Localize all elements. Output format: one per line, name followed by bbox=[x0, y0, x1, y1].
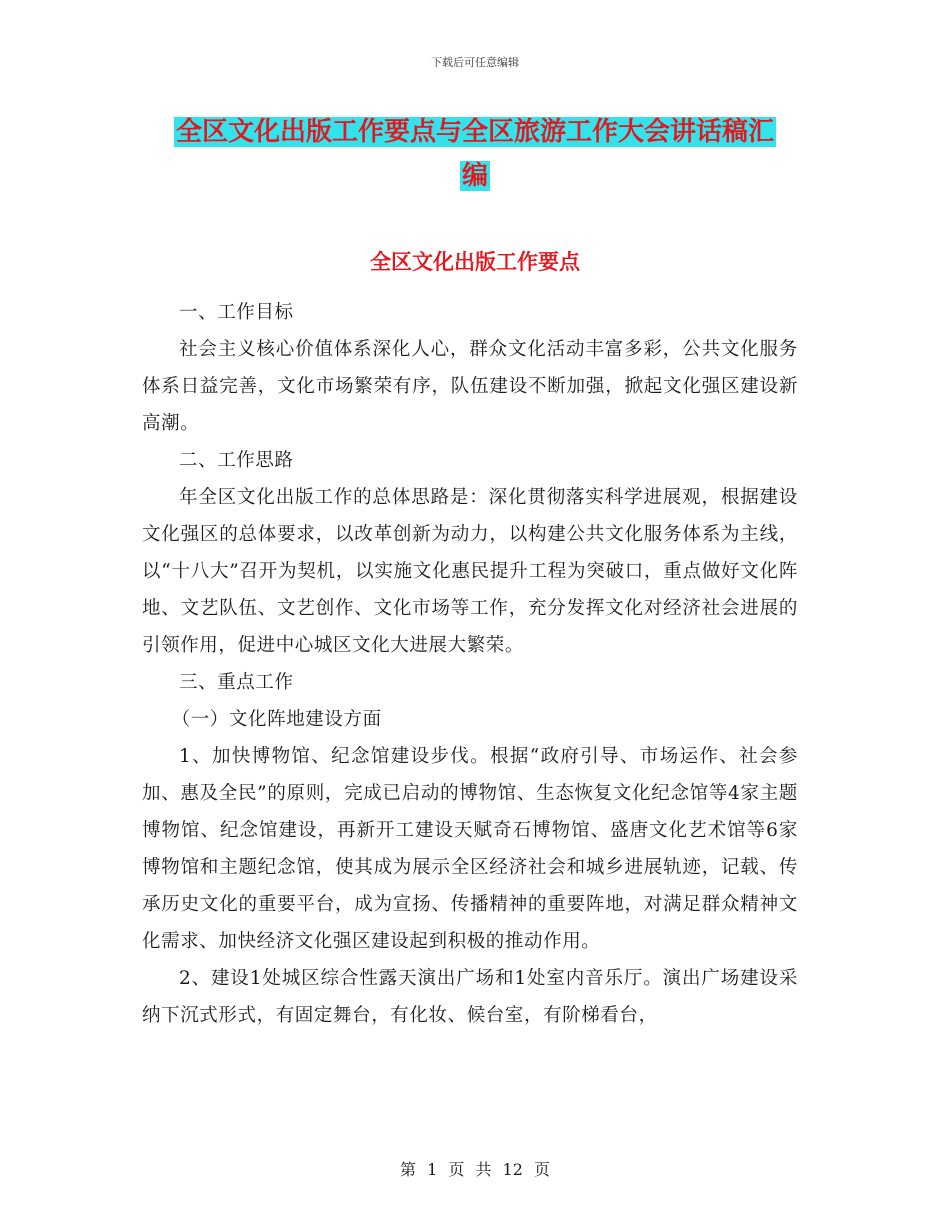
paragraph-approach: 年全区文化出版工作的总体思路是：深化贯彻落实科学进展观，根据建设文化强区的总体要求，以改革创新为动力，以构建公共文化服务体系为主线，以“十八大”召开为契机，以实施文化惠民提升工程为突破口，重点做好文化阵地、文艺队伍、文艺创作、文化市场等工作，充分发挥文化对经济社会进展的引领作用，促进中心城区文化大进展大繁荣。 bbox=[142, 487, 798, 656]
document-title-line-2: 编 bbox=[461, 161, 488, 191]
page-number: 第 1 页 共 12 页 bbox=[400, 1160, 550, 1179]
document-title-line-1: 全区文化出版工作要点与全区旅游工作大会讲话稿汇 bbox=[175, 117, 774, 147]
paragraph-item-1: 1、加快博物馆、纪念馆建设步伐。根据“政府引导、市场运作、社会参加、惠及全民”的原则，完成已启动的博物馆、生态恢复文化纪念馆等4家主题博物馆、纪念馆建设，再新开工建设天赋奇石博物馆、盛唐文化艺术馆等6家博物馆和主题纪念馆，使其成为展示全区经济社会和城乡进展轨迹，记载、传承历史文化的重要平台，成为宣扬、传播精神的重要阵地，对满足群众精神文化需求、加快经济文化强区建设起到积极的推动作用。 bbox=[142, 746, 798, 952]
paragraph-goals: 社会主义核心价值体系深化人心，群众文化活动丰富多彩，公共文化服务体系日益完善，文化市场繁荣有序，队伍建设不断加强，掀起文化强区建设新高潮。 bbox=[142, 339, 798, 434]
heading-work-goals: 一、工作目标 bbox=[179, 302, 294, 323]
document-body bbox=[142, 294, 798, 1034]
subheading-cultural-venues: （一）文化阵地建设方面 bbox=[171, 709, 382, 730]
heading-key-work: 三、重点工作 bbox=[179, 672, 294, 693]
document-title bbox=[140, 110, 810, 198]
section-title: 全区文化出版工作要点 bbox=[370, 249, 580, 274]
page-header-note: 下载后可任意编辑 bbox=[431, 56, 519, 69]
heading-work-approach: 二、工作思路 bbox=[179, 450, 294, 471]
paragraph-item-2: 2、建设1处城区综合性露天演出广场和1处室内音乐厅。演出广场建设采纳下沉式形式，有固定舞台，有化妆、候台室，有阶梯看台， bbox=[142, 968, 798, 1026]
